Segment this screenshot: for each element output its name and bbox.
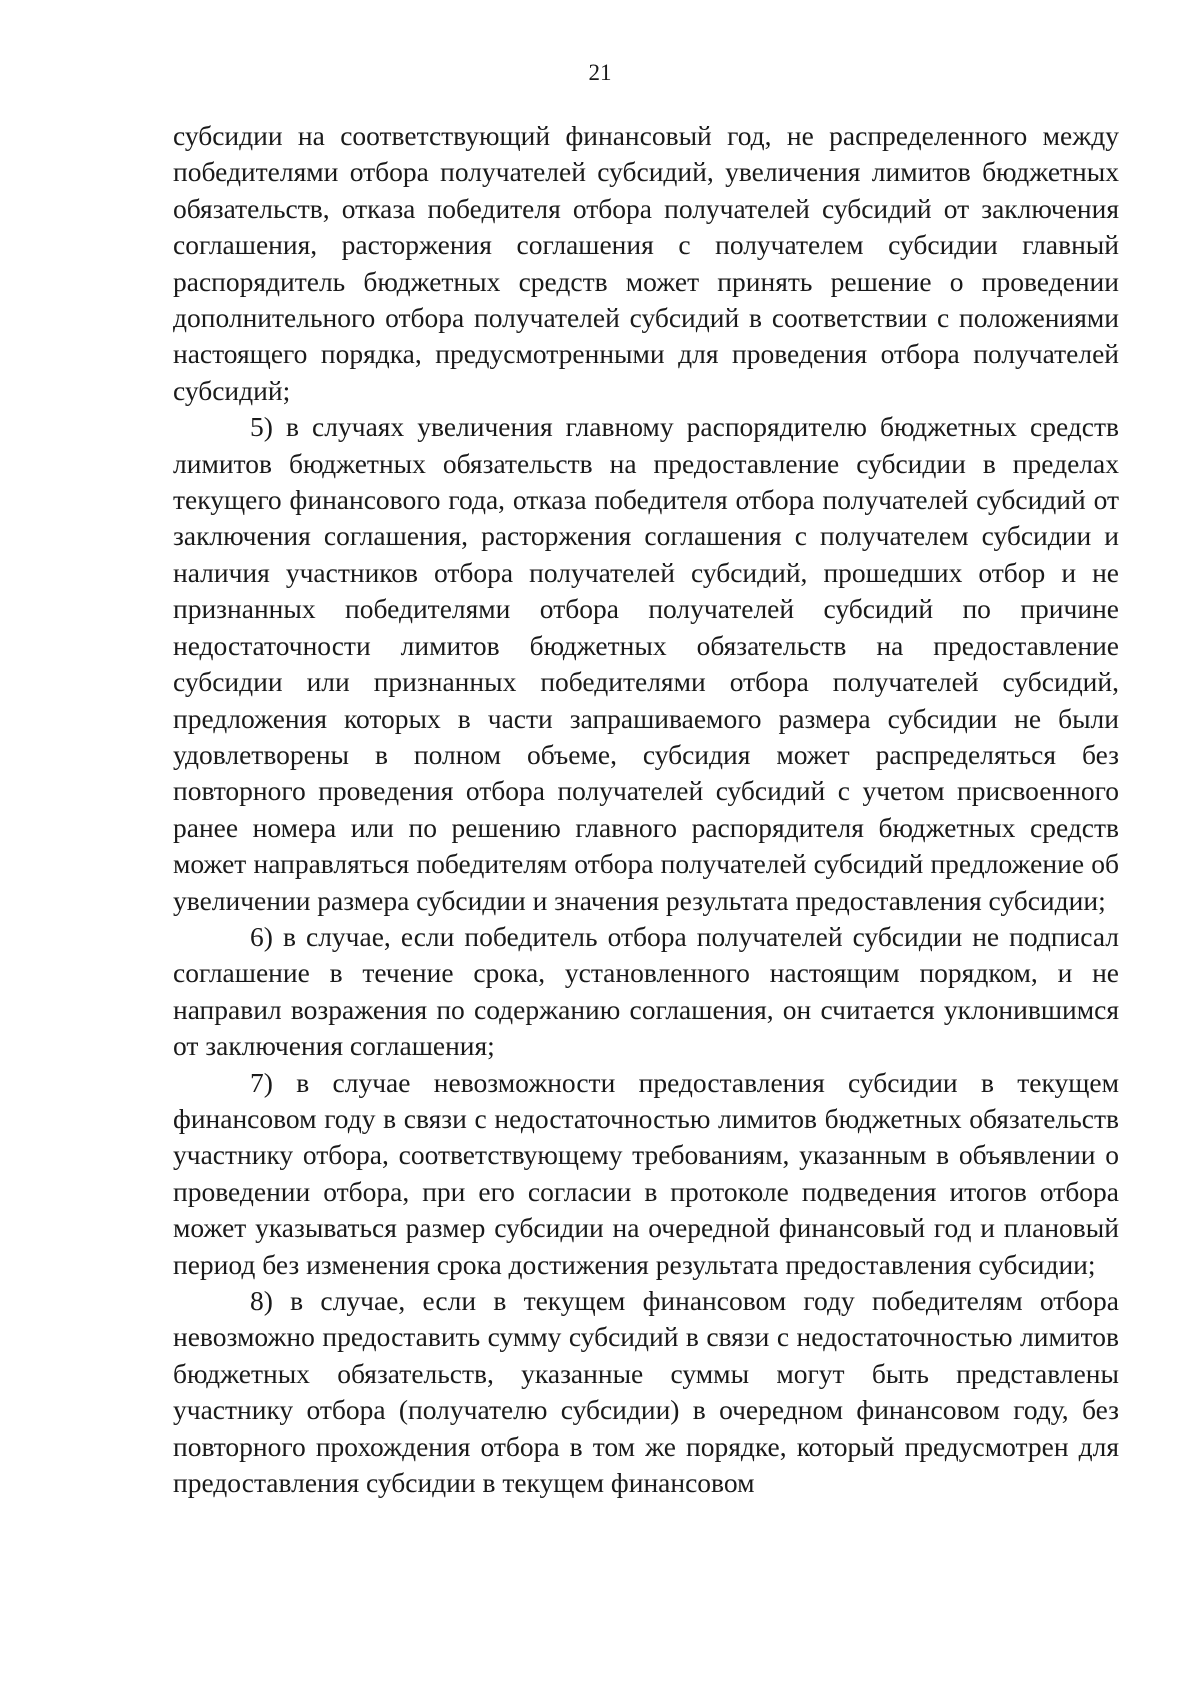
paragraph-continuation: субсидии на соответствующий финансовый год, не распределенного между победителями отбора получателей субсидий, увеличения лимитов бюджетных обязательств, отказа победителя отбора получателей субсидий от заключения соглашения, расторжения соглашения с получателем субсидии главный распорядитель бюджетных средств может принять решение о проведении дополнительного отбора получателей субсидий в соответствии с положениями настоящего порядка, предусмотренными для проведения отбора получателей субсидий;	[173, 120, 1119, 406]
paragraph-item-6: 6) в случае, если победитель отбора получателей субсидии не подписал соглашение в течение срока, установленного настоящим порядком, и не направил возражения по содержанию соглашения, он считается уклонившимся от заключения соглашения;	[173, 920, 1119, 1062]
paragraph-item-7: 7) в случае невозможности предоставления субсидии в текущем финансовом году в связи с недостаточностью лимитов бюджетных обязательств участнику отбора, соответствующему требованиям, указанным в объявлении о проведении отбора, при его согласии в протоколе подведения итогов отбора может указываться размер субсидии на очередной финансовый год и плановый период без изменения срока достижения результата предоставления субсидии;	[173, 1066, 1119, 1280]
document-body	[173, 118, 1119, 1501]
page-number: 21	[588, 60, 612, 85]
paragraph-item-5: 5) в случаях увеличения главному распорядителю бюджетных средств лимитов бюджетных обязательств на предоставление субсидии в пределах текущего финансового года, отказа победителя отбора получателей субсидий от заключения соглашения, расторжения соглашения с получателем субсидии и наличия участников отбора получателей субсидий, прошедших отбор и не признанных победителями отбора получателей субсидий по причине недостаточности лимитов бюджетных обязательств на предоставление субсидии или признанных победителями отбора получателей субсидий, предложения которых в части запрашиваемого размера субсидии не были удовлетворены в полном объеме, субсидия может распределяться без повторного проведения отбора получателей субсидий с учетом присвоенного ранее номера или по решению главного распорядителя бюджетных средств может направляться победителям отбора получателей субсидий предложение об увеличении размера субсидии и значения результата предоставления субсидии;	[173, 411, 1119, 916]
paragraph-item-8: 8) в случае, если в текущем финансовом году победителям отбора невозможно предоставить сумму субсидий в связи с недостаточностью лимитов бюджетных обязательств, указанные суммы могут быть представлены участнику отбора (получателю субсидии) в очередном финансовом году, без повторного прохождения отбора в том же порядке, который предусмотрен для предоставления субсидии в текущем финансовом	[173, 1285, 1119, 1499]
